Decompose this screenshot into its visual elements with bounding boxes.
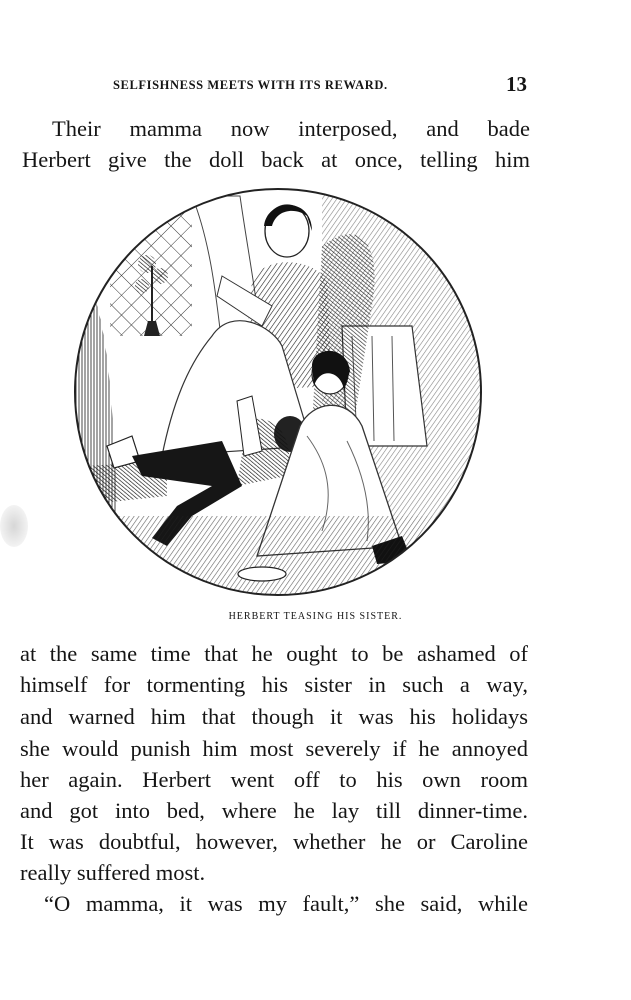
text-line: It was doubtful, however, whether he or Caroline [20,829,528,854]
text-line: and got into bed, where he lay till dinner-time. [20,798,528,823]
illustration-caption: HERBERT TEASING HIS SISTER. [228,611,403,622]
engraving-illustration [72,186,484,598]
text-line: “O mamma, it was my fault,” she said, while [44,891,528,916]
text-line: Their mamma now interposed, and bade [52,116,530,141]
text-line: her again. Herbert went off to his own room [20,767,528,792]
text-line: really suffered most. [20,860,206,885]
text-line: she would punish him most severely if he annoyed [20,736,528,761]
text-line: at the same time that he ought to be ashamed of [20,641,528,666]
text-line: himself for tormenting his sister in such a way, [20,672,528,697]
page-smudge [0,505,28,547]
page-number: 13 [506,72,527,96]
text-line: and warned him that though it was his holidays [20,704,528,729]
text-line: Herbert give the doll back at once, telling him [22,147,530,172]
running-head: SELFISHNESS MEETS WITH ITS REWARD. [113,78,388,92]
